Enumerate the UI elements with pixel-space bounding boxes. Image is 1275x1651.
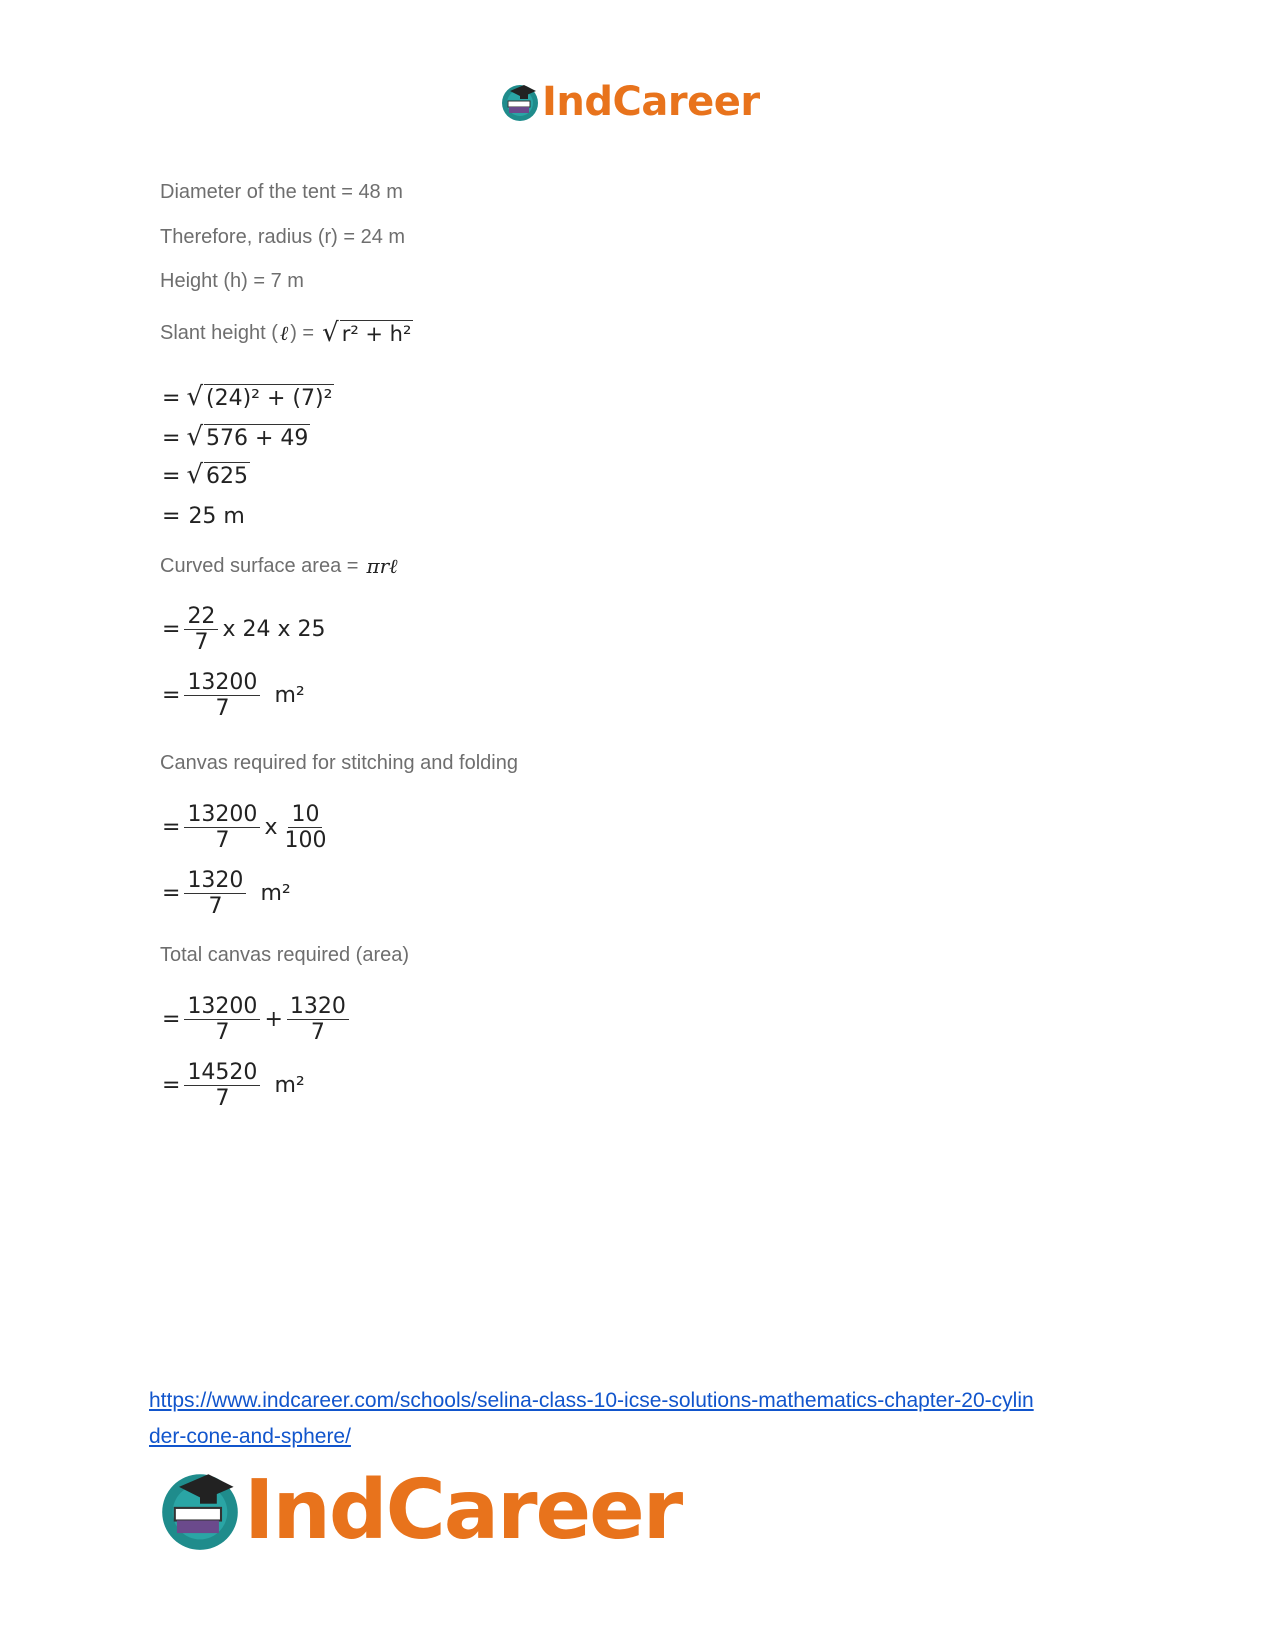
step2-root (186, 424, 310, 452)
equals-sign: = (162, 425, 181, 451)
times-sign: x (264, 815, 278, 841)
step-3 (162, 462, 250, 490)
denominator: 7 (215, 1020, 230, 1046)
equals-sign: = (162, 385, 181, 411)
fraction (184, 994, 260, 1046)
slant-root (322, 320, 413, 347)
total-result (162, 1060, 305, 1112)
step-4 (162, 504, 245, 529)
step-2 (162, 424, 310, 452)
fraction (287, 994, 349, 1046)
url-line-1[interactable]: https://www.indcareer.com/schools/selina-class-10-icse-solutions-mathematics-chapter-20-cylin (149, 1389, 1034, 1412)
csa-line (160, 554, 397, 579)
denominator: 7 (310, 1020, 325, 1046)
canvas-step-1 (162, 802, 333, 854)
graduation-book-icon (158, 1465, 242, 1555)
slant-height-line (160, 320, 413, 347)
root-sign: √ (186, 460, 204, 490)
numerator: 1320 (287, 994, 349, 1020)
step4-value: 25 m (188, 504, 245, 529)
step1-root (186, 384, 334, 412)
numerator: 1320 (184, 868, 246, 894)
canvas-result (162, 868, 291, 920)
footer-logo (158, 1460, 681, 1560)
header-logo (500, 74, 760, 130)
fraction (184, 802, 260, 854)
fraction (184, 670, 260, 722)
denominator: 7 (194, 630, 209, 656)
root-sign: √ (186, 422, 204, 452)
fraction (184, 604, 218, 656)
csa-step-1 (162, 604, 325, 656)
root-sign: √ (322, 318, 339, 348)
height-line: Height (h) = 7 m (160, 270, 304, 292)
csa-rest: x 24 x 25 (222, 617, 326, 643)
csa-label: Curved surface area = (160, 555, 359, 577)
denominator: 100 (284, 828, 327, 854)
root-sign: √ (186, 382, 204, 412)
numerator: 13200 (184, 670, 260, 696)
numerator: 13200 (184, 802, 260, 828)
step-1 (162, 384, 334, 412)
csa-formula: πrℓ (366, 554, 398, 578)
csa-result (162, 670, 305, 722)
denominator: 7 (215, 828, 230, 854)
slant-symbol: ℓ (279, 321, 289, 346)
denominator: 7 (215, 1086, 230, 1112)
numerator: 14520 (184, 1060, 260, 1086)
canvas-label: Canvas required for stitching and folding (160, 752, 518, 774)
unit: m² (260, 881, 291, 907)
total-step-1 (162, 994, 353, 1046)
graduation-book-icon (500, 81, 540, 123)
total-label: Total canvas required (area) (160, 944, 410, 966)
fraction (281, 802, 329, 854)
step1-value: (24)² + (7)² (206, 386, 333, 411)
equals-sign: = (162, 1007, 181, 1033)
numerator: 22 (184, 604, 218, 630)
numerator: 10 (288, 802, 322, 828)
equals-sign: = (162, 815, 181, 841)
slant-label: Slant height ( (160, 322, 278, 345)
equals-sign: = (162, 504, 181, 529)
equals-sign: = (162, 463, 181, 489)
step3-root (186, 462, 250, 490)
radius-line: Therefore, radius (r) = 24 m (160, 226, 406, 248)
denominator: 7 (215, 696, 230, 722)
slant-formula: r² + h² (341, 322, 412, 346)
step2-value: 576 + 49 (206, 426, 309, 451)
denominator: 7 (208, 894, 223, 920)
diameter-line: Diameter of the tent = 48 m (160, 181, 403, 203)
slant-after: ) = (290, 322, 315, 345)
fraction (184, 868, 246, 920)
equals-sign: = (162, 1073, 181, 1099)
plus-sign: + (264, 1007, 283, 1033)
url-line-2[interactable]: der-cone-and-sphere/ (149, 1425, 351, 1448)
numerator: 13200 (184, 994, 260, 1020)
fraction (184, 1060, 260, 1112)
unit: m² (274, 1073, 305, 1099)
logo-wordmark: IndCareer (244, 1462, 682, 1558)
equals-sign: = (162, 881, 181, 907)
step3-value: 625 (206, 464, 249, 489)
logo-wordmark: IndCareer (542, 79, 760, 125)
unit: m² (274, 683, 305, 709)
equals-sign: = (162, 683, 181, 709)
equals-sign: = (162, 617, 181, 643)
source-link[interactable] (149, 1383, 1149, 1455)
